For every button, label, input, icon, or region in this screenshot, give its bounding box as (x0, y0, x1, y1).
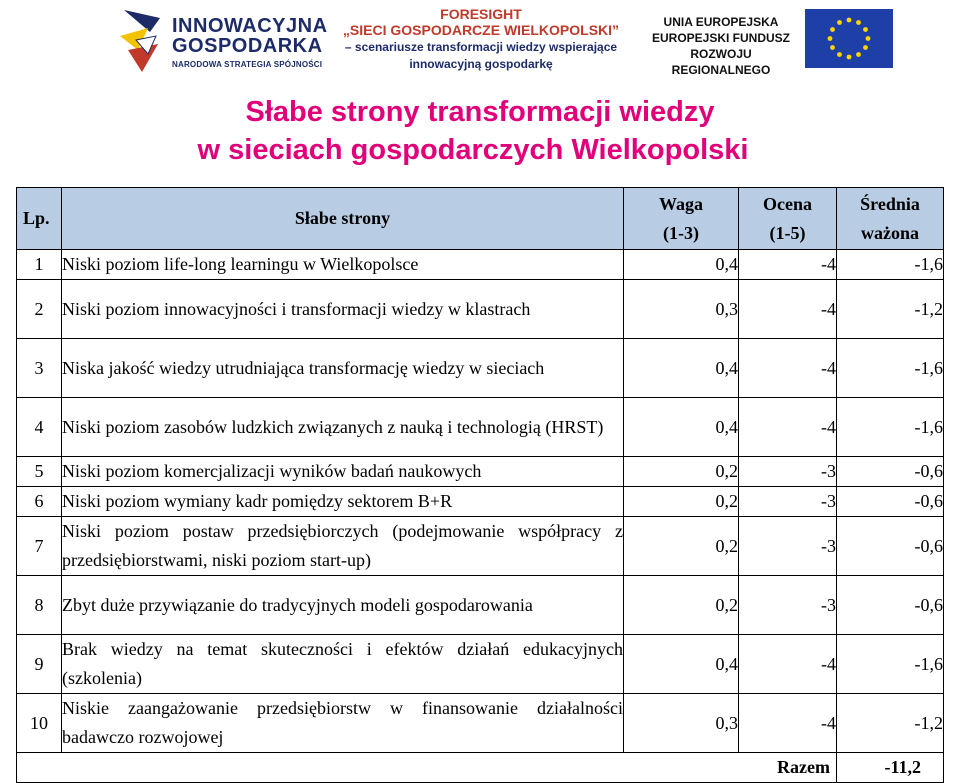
row-waga: 0,4 (624, 339, 739, 398)
innowacyjna-gospodarka-text (172, 16, 328, 71)
summary-total: -11,2 (837, 753, 944, 783)
ocena-range: (1-5) (769, 222, 806, 243)
logo-line-1: INNOWACYJNA (172, 15, 328, 37)
foresight-banner (326, 6, 636, 73)
row-ocena: -4 (739, 250, 837, 280)
row-srednia: -0,6 (837, 457, 944, 487)
row-waga: 0,3 (624, 694, 739, 753)
foresight-line-2: „SIECI GOSPODARCZE WIELKOPOLSKI” (342, 22, 620, 38)
row-lp: 6 (17, 487, 62, 517)
table-row (17, 339, 944, 398)
waga-label: Waga (658, 193, 703, 214)
summary-row (17, 753, 944, 783)
table-row (17, 576, 944, 635)
title-line-1: Słabe strony transformacji wiedzy (245, 96, 715, 128)
eu-flag-icon (805, 9, 893, 68)
row-lp: 3 (17, 339, 62, 398)
row-srednia: -1,6 (837, 398, 944, 457)
row-waga: 0,4 (624, 635, 739, 694)
row-srednia: -1,6 (837, 250, 944, 280)
eu-line-3: ROZWOJU REGIONALNEGO (671, 47, 771, 77)
srednia-label: Średnia (860, 193, 920, 214)
row-lp: 10 (17, 694, 62, 753)
title-line-2: w sieciach gospodarczych Wielkopolski (197, 134, 749, 166)
row-text: Niskie zaangażowanie przedsiębiorstw w finansowanie działalności badawczo rozwojowej (62, 694, 624, 753)
table-header-row (17, 188, 944, 250)
table-row (17, 635, 944, 694)
row-lp: 4 (17, 398, 62, 457)
row-lp: 1 (17, 250, 62, 280)
table-row (17, 398, 944, 457)
star-flag-icon (118, 6, 166, 78)
logo-line-3: NARODOWA STRATEGIA SPÓJNOŚCI (172, 60, 323, 69)
row-srednia: -1,6 (837, 339, 944, 398)
row-lp: 5 (17, 457, 62, 487)
row-ocena: -3 (739, 457, 837, 487)
table-row (17, 250, 944, 280)
row-waga: 0,4 (624, 398, 739, 457)
innowacyjna-gospodarka-logo (118, 6, 333, 78)
row-ocena: -4 (739, 339, 837, 398)
table-row (17, 694, 944, 753)
table-row (17, 457, 944, 487)
row-ocena: -4 (739, 280, 837, 339)
row-ocena: -3 (739, 576, 837, 635)
row-ocena: -3 (739, 487, 837, 517)
row-text: Niski poziom komercjalizacji wyników badań naukowych (62, 457, 624, 487)
row-ocena: -4 (739, 694, 837, 753)
header-weak-points: Słabe strony (62, 188, 624, 250)
row-lp: 9 (17, 635, 62, 694)
row-text: Niski poziom wymiany kadr pomiędzy sektorem B+R (62, 487, 624, 517)
row-srednia: -1,2 (837, 694, 944, 753)
row-srednia: -0,6 (837, 487, 944, 517)
page-title (0, 93, 960, 169)
header-logos (0, 0, 960, 85)
eu-line-2: EUROPEJSKI FUNDUSZ (651, 31, 791, 45)
ocena-label: Ocena (763, 193, 812, 214)
row-srednia: -0,6 (837, 517, 944, 576)
table-row (17, 280, 944, 339)
row-ocena: -3 (739, 517, 837, 576)
row-waga: 0,2 (624, 517, 739, 576)
row-text: Niski poziom postaw przedsiębiorczych (podejmowanie współpracy z przedsiębiorstwami, niski poziom start-up) (62, 517, 624, 576)
row-srednia: -1,2 (837, 280, 944, 339)
foresight-line-3: – scenariusze transformacji wiedzy wspierające (344, 40, 618, 54)
row-waga: 0,2 (624, 487, 739, 517)
header-lp: Lp. (17, 188, 62, 250)
row-srednia: -1,6 (837, 635, 944, 694)
row-waga: 0,2 (624, 457, 739, 487)
table-row (17, 517, 944, 576)
weak-points-table (16, 187, 944, 783)
header-waga (624, 188, 739, 250)
summary-blank (17, 753, 739, 783)
row-ocena: -4 (739, 398, 837, 457)
row-ocena: -4 (739, 635, 837, 694)
summary-label: Razem (739, 753, 837, 783)
row-srednia: -0,6 (837, 576, 944, 635)
row-text: Brak wiedzy na temat skuteczności i efektów działań edukacyjnych (szkolenia) (62, 635, 624, 694)
waga-range: (1-3) (663, 222, 699, 243)
row-waga: 0,2 (624, 576, 739, 635)
row-text: Niski poziom zasobów ludzkich związanych z nauką i technologią (HRST) (62, 398, 624, 457)
row-lp: 8 (17, 576, 62, 635)
row-lp: 7 (17, 517, 62, 576)
row-text: Niska jakość wiedzy utrudniająca transformację wiedzy w sieciach (62, 339, 624, 398)
srednia-sub: ważona (861, 222, 919, 243)
row-text: Niski poziom life-long learningu w Wielkopolsce (62, 250, 624, 280)
eu-fund-text (641, 14, 801, 78)
header-srednia (837, 188, 944, 250)
row-lp: 2 (17, 280, 62, 339)
row-text: Niski poziom innowacyjności i transformacji wiedzy w klastrach (62, 280, 624, 339)
eu-line-1: UNIA EUROPEJSKA (663, 15, 779, 29)
row-text: Zbyt duże przywiązanie do tradycyjnych modeli gospodarowania (62, 576, 624, 635)
logo-line-2: GOSPODARKA (172, 35, 323, 57)
row-waga: 0,3 (624, 280, 739, 339)
row-waga: 0,4 (624, 250, 739, 280)
table-row (17, 487, 944, 517)
foresight-line-4: innowacyjną gospodarkę (409, 57, 553, 71)
foresight-line-1: FORESIGHT (440, 6, 522, 22)
header-ocena (739, 188, 837, 250)
